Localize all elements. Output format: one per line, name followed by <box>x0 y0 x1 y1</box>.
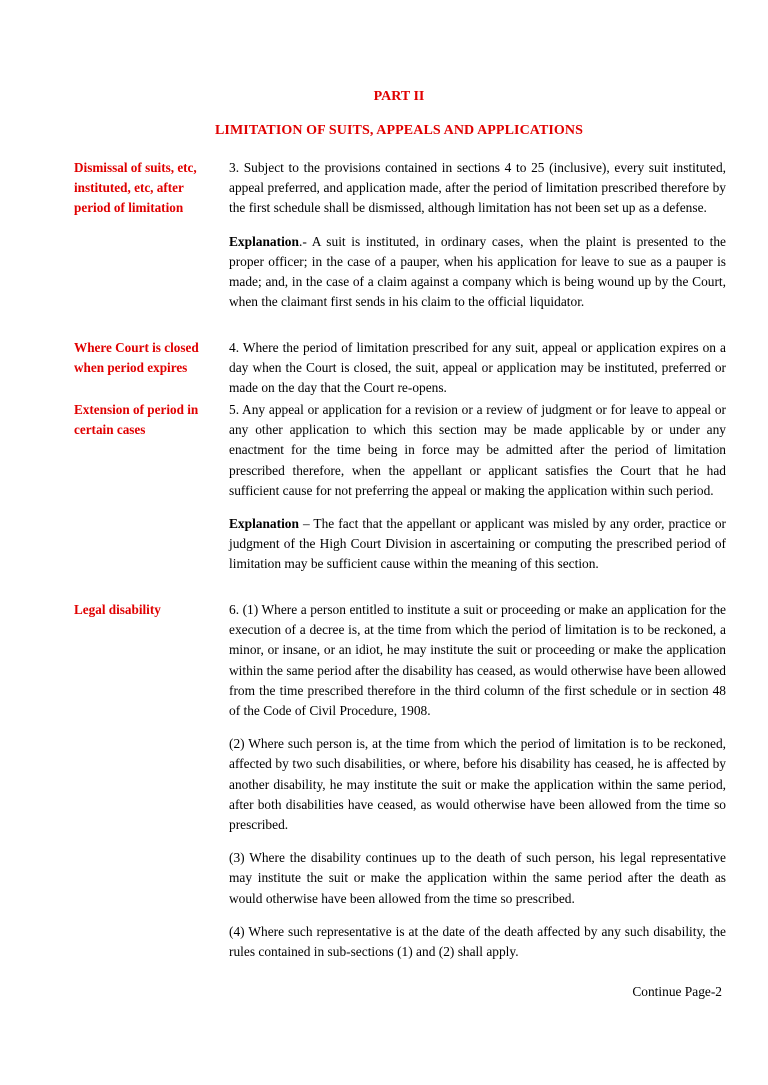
marginal-note: Dismissal of suits, etc, instituted, etc, after period of limitation <box>74 160 197 216</box>
marginal-note: Extension of period in certain cases <box>74 402 199 438</box>
paragraph-text: 6. (1) Where a person entitled to institute a suit or proceeding or make an application for the execution of a decree is, at the time from which the period of limitation is to be reckoned, a minor, or insane, or an idiot, he may institute the suit or proceeding or make the application within the same period after the disability has ceased, as would otherwise have been allowed from the time prescribed therefore in the third column of the first schedule or in section 48 of the Code of Civil Procedure, 1908. <box>229 602 726 719</box>
paragraph <box>229 734 726 835</box>
marginal-note: Where Court is closed when period expires <box>74 340 199 376</box>
paragraph-text: 5. Any appeal or application for a revision or a review of judgment or for leave to appeal or any other application to which this section may be made applicable by or under any enactment for the time being in force may be admitted after the period of limitation prescribed therefore, when the appellant or applicant satisfies the Court that he had sufficient cause for not preferring the appeal or making the application within such period. <box>229 402 726 498</box>
part-heading: PART II <box>373 89 425 104</box>
paragraph <box>229 158 726 219</box>
paragraph <box>229 848 726 909</box>
paragraph <box>229 232 726 313</box>
explanation-label: Explanation <box>229 516 299 532</box>
paragraph-text: (3) Where the disability continues up to the death of such person, his legal representative may institute the suit or make the application within the same period after the death as would otherwise have been allowed from the time so prescribed. <box>229 850 726 906</box>
marginal-note: Legal disability <box>74 602 161 617</box>
section-body <box>229 158 726 325</box>
paragraph-text: – The fact that the appellant or applicant was misled by any order, practice or judgment of the High Court Division in ascertaining or computing the prescribed period of limitation may be sufficient cause within the meaning of this section. <box>229 516 726 572</box>
section-body <box>229 400 726 588</box>
chapter-heading: LIMITATION OF SUITS, APPEALS AND APPLICATIONS <box>214 123 584 138</box>
section-body <box>229 600 726 975</box>
paragraph-text: 3. Subject to the provisions contained in sections 4 to 25 (inclusive), every suit instituted, appeal preferred, and application made, after the period of limitation prescribed therefore by the first schedule shall be dismissed, although limitation has not been set up as a defense. <box>229 160 726 216</box>
paragraph <box>229 400 726 501</box>
paragraph <box>229 514 726 575</box>
paragraph <box>229 600 726 721</box>
paragraph-text: 4. Where the period of limitation prescribed for any suit, appeal or application expires on a day when the Court is closed, the suit, appeal or application may be instituted, preferred or made on the day that the Court re-opens. <box>229 340 726 396</box>
paragraph-text: (4) Where such representative is at the date of the death affected by any such disability, the rules contained in sub-sections (1) and (2) shall apply. <box>229 923 726 960</box>
continue-page-note: Continue Page-2 <box>632 984 722 999</box>
paragraph <box>229 338 726 399</box>
paragraph <box>229 922 726 962</box>
paragraph-text: (2) Where such person is, at the time from which the period of limitation is to be reckoned, affected by two such disabilities, or where, before his disability has ceased, he is affected by another disability, he may institute the suit or make the application within the same period, after both disabilities have ceased, as would otherwise have been allowed from the time so prescribed. <box>229 736 726 833</box>
explanation-label: Explanation <box>229 233 299 249</box>
paragraph-text: .- A suit is instituted, in ordinary cases, when the plaint is presented to the proper officer; in the case of a pauper, when his application for leave to sue as a pauper is made; and, in the case of a claim against a company which is being wound up by the Court, when the claimant first sends in his claim to the official liquidator. <box>229 233 726 310</box>
